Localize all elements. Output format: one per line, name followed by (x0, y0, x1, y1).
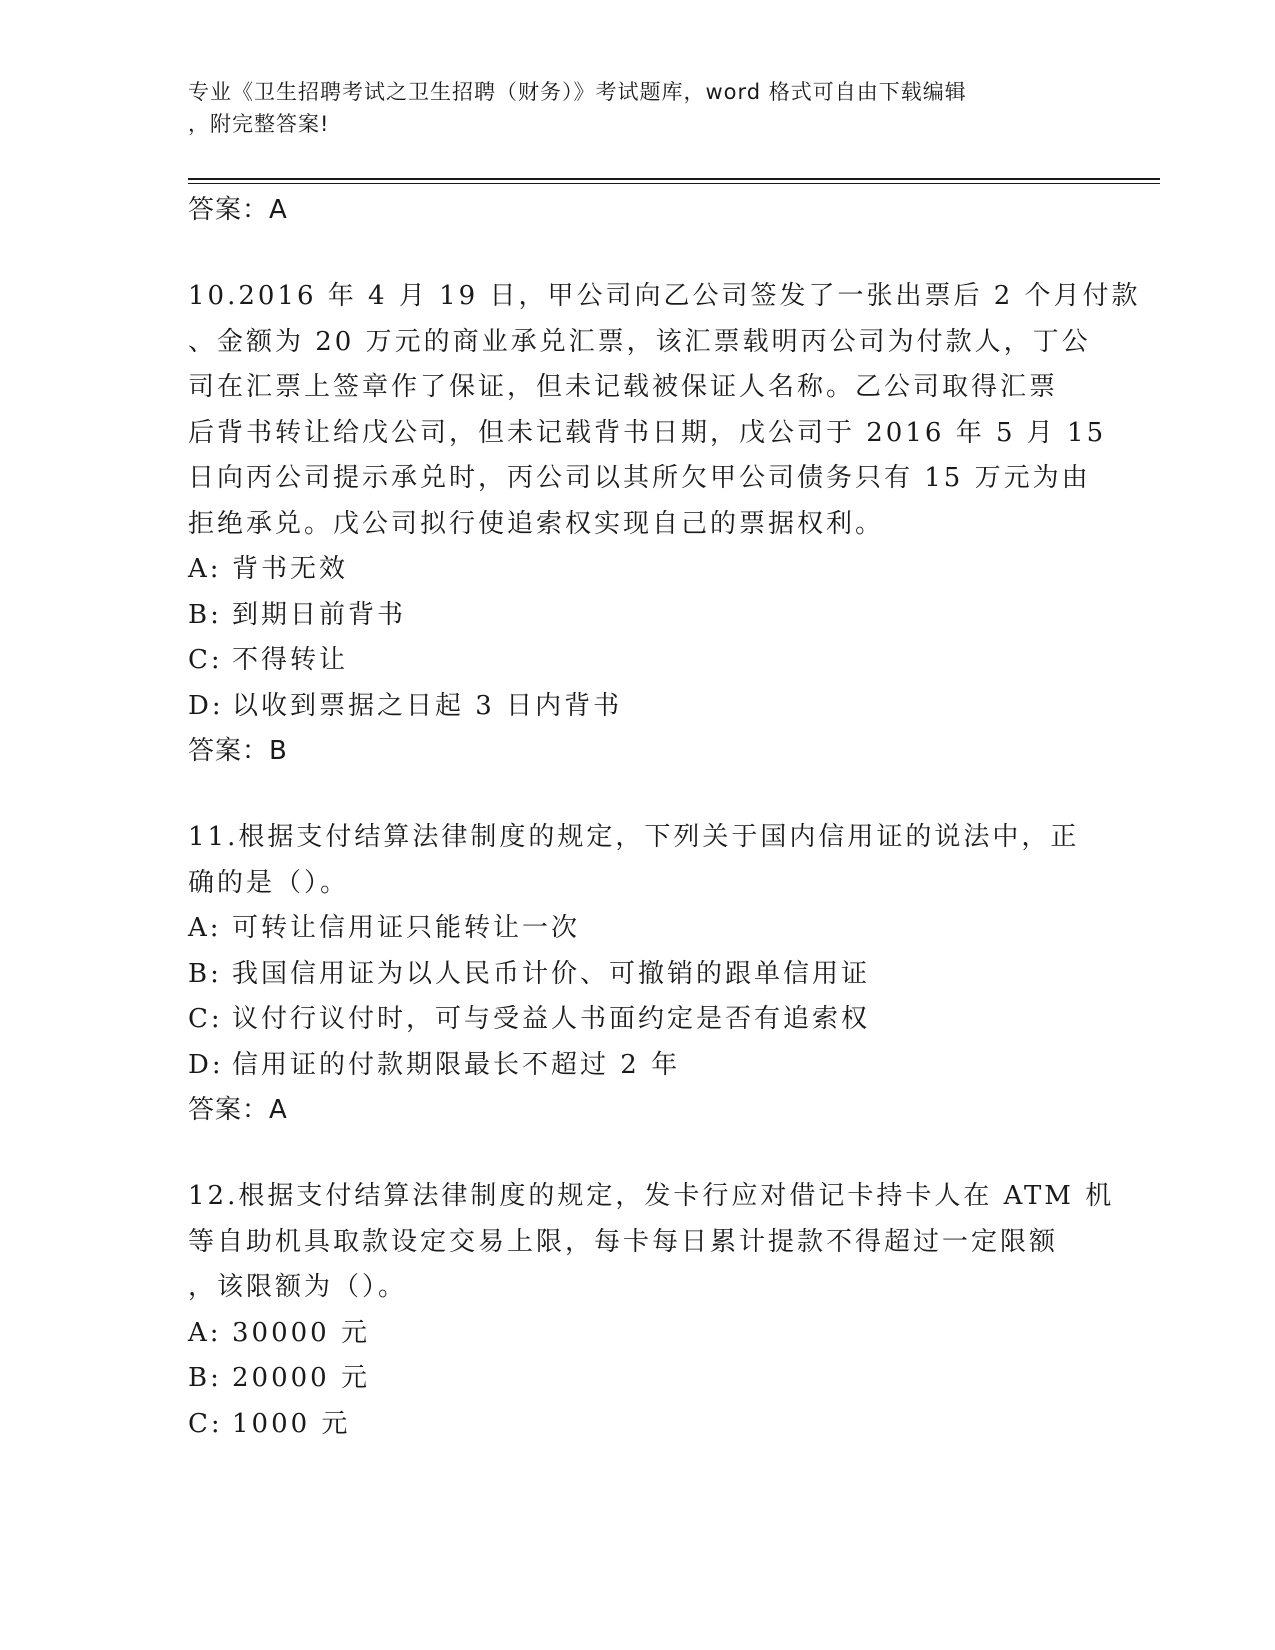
option-letter: B: (188, 1363, 222, 1393)
option-b (188, 952, 1088, 998)
question-12 (188, 1174, 1115, 1447)
question-text-line: 12.根据支付结算法律制度的规定，发卡行应对借记卡持卡人在 ATM 机 (188, 1181, 1115, 1211)
answer-10 (188, 729, 1088, 773)
option-text: 背书无效 (232, 554, 349, 584)
option-c (188, 1402, 1088, 1448)
option-d (188, 1043, 1088, 1089)
header-line-2: ，附完整答案! (188, 112, 330, 136)
answer-value: B (269, 736, 288, 766)
question-text-line: 10.2016 年 4 月 19 日，甲公司向乙公司签发了一张出票后 2 个月付款 (188, 281, 1141, 311)
answer-previous (188, 188, 1088, 232)
question-text-line: ，该限额为（）。 (188, 1272, 408, 1302)
option-text: 20000 元 (232, 1363, 370, 1393)
option-b (188, 1356, 1088, 1402)
answer-label: 答案： (188, 195, 270, 225)
question-text-line: 司在汇票上签章作了保证，但未记载被保证人名称。乙公司取得汇票 (188, 372, 1059, 402)
question-text-line: 等自助机具取款设定交易上限，每卡每日累计提款不得超过一定限额 (188, 1226, 1059, 1257)
option-c (188, 638, 1088, 684)
option-letter: C: (188, 1408, 223, 1439)
answer-value: A (269, 1095, 288, 1125)
option-letter: C: (188, 645, 223, 675)
question-10 (188, 274, 1141, 773)
answer-value: A (269, 195, 288, 225)
option-c (188, 997, 1088, 1043)
answer-label: 答案： (188, 1095, 270, 1125)
option-letter: A: (188, 1317, 222, 1348)
page-header (188, 76, 1088, 140)
spacer (188, 232, 1088, 274)
option-letter: B: (188, 599, 222, 630)
answer-11 (188, 1088, 1088, 1132)
option-a (188, 1311, 1088, 1357)
option-b (188, 593, 1088, 639)
question-text-line: 拒绝承兑。戊公司拟行使追索权实现自己的票据权利。 (188, 508, 885, 539)
question-text-line: 11.根据支付结算法律制度的规定，下列关于国内信用证的说法中，正 (188, 822, 1080, 852)
spacer (188, 1132, 1088, 1174)
question-text-line: 后背书转让给戊公司，但未记载背书日期，戊公司于 2016 年 5 月 15 (188, 417, 1107, 448)
option-d (188, 684, 1088, 730)
option-letter: A: (188, 913, 222, 943)
option-text: 信用证的付款期限最长不超过 2 年 (232, 1049, 681, 1080)
option-text: 30000 元 (232, 1317, 370, 1348)
header-line-1: 专业《卫生招聘考试之卫生招聘（财务）》考试题库，word 格式可自由下载编辑 (188, 80, 967, 104)
question-text-line: 确的是（）。 (188, 867, 350, 898)
option-text: 我国信用证为以人民币计价、可撤销的跟单信用证 (232, 958, 871, 989)
option-text: 以收到票据之日起 3 日内背书 (232, 690, 623, 721)
option-a (188, 547, 1088, 593)
question-11 (188, 815, 1088, 1132)
answer-label: 答案： (188, 736, 270, 766)
option-letter: B: (188, 958, 222, 989)
option-letter: A: (188, 554, 222, 584)
option-letter: D: (188, 690, 224, 721)
header-divider-thick (188, 178, 1160, 180)
question-text-line: 日向丙公司提示承兑时，丙公司以其所欠甲公司债务只有 15 万元为由 (188, 463, 1091, 493)
option-letter: C: (188, 1004, 223, 1034)
option-letter: D: (188, 1049, 224, 1080)
option-text: 1000 元 (232, 1408, 351, 1439)
option-text: 到期日前背书 (232, 599, 407, 630)
option-text: 可转让信用证只能转让一次 (232, 913, 581, 943)
spacer (188, 773, 1088, 815)
option-text: 不得转让 (232, 645, 349, 675)
header-divider-thin (188, 183, 1160, 184)
document-body (188, 188, 1141, 1447)
question-text-line: 、金额为 20 万元的商业承兑汇票，该汇票载明丙公司为付款人，丁公 (188, 326, 1091, 357)
option-text: 议付行议付时，可与受益人书面约定是否有追索权 (232, 1004, 871, 1034)
option-a (188, 906, 1088, 952)
